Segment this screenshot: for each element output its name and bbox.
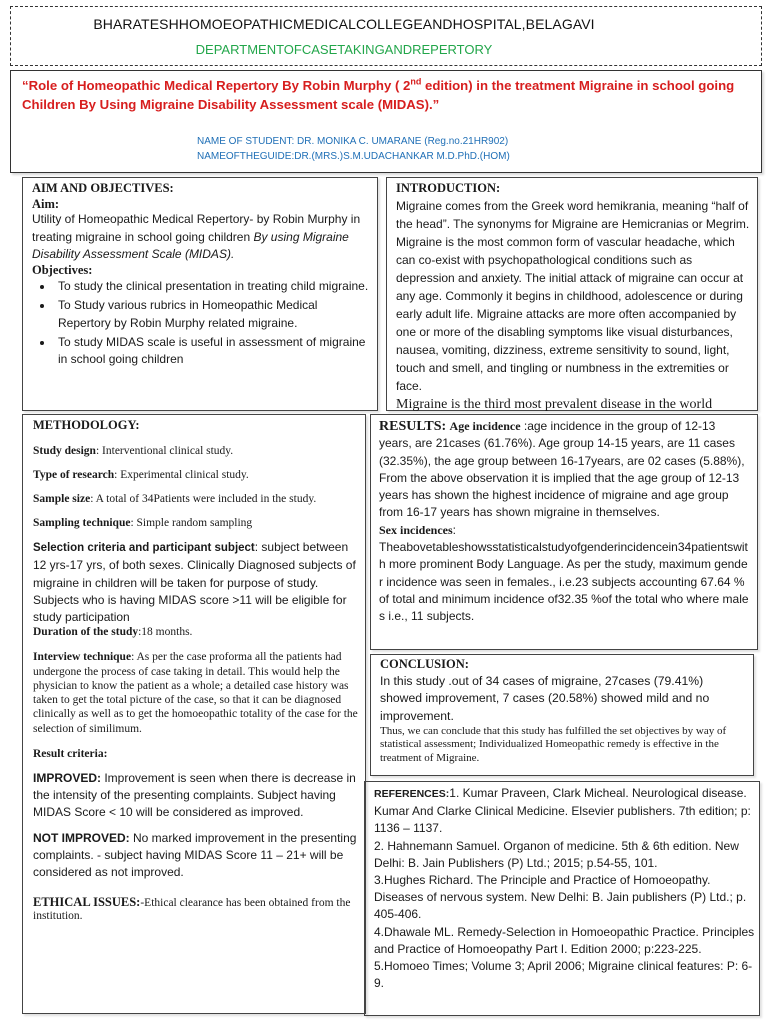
selection-criteria: Selection criteria and participant subject: subject between 12 yrs-17 yrs, of both sexes. Clinically Diagnosed subjects of migraine in children will be taken for purpose of study. Subjects who is having MIDAS score >11 will be eligible for study participation [33,540,356,625]
aim-section [32,180,372,371]
duration: Duration of the study:18 months. [33,626,193,639]
aim-label: Aim: [32,197,60,212]
student-name: NAME OF STUDENT: DR. MONIKA C. UMARANE (Reg.no.21HR902) [197,136,509,147]
objective-item: • To study MIDAS scale is useful in assessment of migraine in school going children [54,334,372,369]
introduction-last-line: Migraine is the third most prevalent disease in the world [396,397,713,412]
sampling-technique: Sampling technique: Simple random sampling [33,517,253,529]
header-box [10,6,762,66]
references-section [374,785,756,992]
conclusion-heading: CONCLUSION: [380,657,469,671]
introduction-section [396,180,752,414]
aim-heading: AIM AND OBJECTIVES: [32,181,174,195]
conclusion-section [380,657,746,765]
department-name: DEPARTMENTOFCASETAKINGANDREPERTORY [195,42,493,57]
objectives-label: Objectives: [32,263,93,278]
sex-incidence: Sex incidences: Theabovetableshowsstatisticalstudyofgenderincidencein34patientswith more prominent Body Language. As per the study, maximum gender incidence was seen in females., i.e.23 subjects accounting 67.64 % of total and minimum incidence of32.35 %of the total who where males i.e., 11 subjects. [379,522,749,624]
improved-criteria: IMPROVED: Improvement is seen when there is decrease in the intensity of the presenting complaints. Subject having MIDAS Score < 10 will be considered as improved. [33,770,356,820]
reference-item: 2. Hahnemann Samuel. Organon of medicine. 5th & 6th edition. New Delhi: B. Jain Publishers (P) Ltd.; 2015; p.54-55, 101. [374,838,739,870]
objective-item: • To Study various rubrics in Homeopathic Medical Repertory by Robin Murphy related migraine. [54,297,372,332]
type-of-research: Type of research: Experimental clinical study. [33,469,249,481]
methodology-section [33,418,359,922]
ethical-issues: ETHICAL ISSUES:-Ethical clearance has been obtained from the institution. [33,895,351,923]
sample-size: Sample size: A total of 34Patients were included in the study. [33,493,317,505]
reference-item: REFERENCES:1. Kumar Praveen, Clark Micheal. Neurological disease. Kumar And Clarke Clinical Medicine. Elsevier publishers. 7th edition; p: 1136 – 1137. [374,786,751,836]
objectives-list [32,278,372,368]
introduction-text: Migraine comes from the Greek word hemikrania, meaning “half of the head”. The synonyms for Migraine are Hemicranias or Megrim. Migraine is the most common form of vascular headache, which can co-exist with psychopathological conditions such as depression and anxiety. The initial attack of migraine can occur at any age. Commonly it begins in childhood, adolescence or during early adult life. Migraine attacks are more often accompanied by one or more of the disabling symptoms like visual disturbances, nausea, vomiting, dizziness, extreme sensitivity to sound, light, touch and smell, and tingling or numbness in the extremities or face. [396,199,750,393]
methodology-heading: METHODOLOGY: [33,418,140,432]
reference-item: 4.Dhawale ML. Remedy-Selection in Homoeopathic Practice. Principles and Practice of Homoeopathy Part I. Edition 2000; p:223-225. [374,924,755,956]
aim-text: Utility of Homeopathic Medical Repertory- by Robin Murphy in treating migraine in school going children By using Migraine Disability Assessment Scale (MIDAS). [32,212,361,261]
results-section [379,418,751,626]
not-improved-criteria: NOT IMPROVED: No marked improvement in the presenting complaints. - subject having MIDAS Score 11 – 21+ will be considered as not improved. [33,830,357,880]
age-incidence: RESULTS: Age incidence :age incidence in the group of 12-13 years, are 21cases (61.76%). Age group 14-15 years, are 11 cases (32.35%), the age group between 16-17years, are 02 cases (5.88%), From the above observation it is implied that the age group of 12-13 years has shown the highest incidence of migraine and age group from 16-17 years has shown migraine in themselves. [379,419,745,520]
poster-title: “Role of Homeopathic Medical Repertory By Robin Murphy ( 2nd edition) in the treatment Migraine in school going Children By Using Migraine Disability Assessment scale (MIDAS).” [22,76,735,112]
college-name: BHARATESHHOMOEOPATHICMEDICALCOLLEGEANDHOSPITAL,BELAGAVI [93,16,595,32]
reference-item: 3.Hughes Richard. The Principle and Practice of Homoeopathy. Diseases of nervous system. New Delhi: B. Jain publishers (P) Ltd.; p. 405-406. [374,873,747,922]
objective-item: • To study the clinical presentation in treating child migraine. [54,278,372,295]
interview-technique: Interview technique: As per the case proforma all the patients had undergone the process of case taking in detail. This would help the physician to know the patient as a whole; a detailed case history was taken to get the total picture of the case, so that it can be diagnosed clinically as well as to get the homoeopathic totality of the case for the selection of similimum. [33,651,358,735]
introduction-heading: INTRODUCTION: [396,181,501,195]
guide-name: NAMEOFTHEGUIDE:DR.(MRS.)S.M.UDACHANKAR M.D.PhD.(HOM) [197,151,510,162]
conclusion-text-2: Thus, we can conclude that this study has fulfilled the set objectives by way of statistical assessment; Individualized Homeopathic remedy is effective in the treatment of Migraine. [380,724,727,764]
study-design: Study design: Interventional clinical study. [33,445,234,457]
result-criteria: Result criteria: [33,747,108,760]
reference-item: 5.Homoeo Times; Volume 3; April 2006; Migraine clinical features: P: 6-9. [374,959,753,991]
conclusion-text: In this study .out of 34 cases of migraine, 27cases (79.41%) showed improvement, 7 cases (20.58%) showed mild and no improvement. [380,674,710,723]
